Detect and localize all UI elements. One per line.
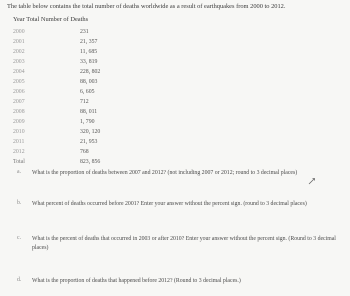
table-row	[13, 69, 133, 79]
table-total-row	[13, 159, 133, 169]
year-cell: 2003	[13, 59, 25, 65]
year-cell: 2007	[13, 99, 25, 105]
deaths-cell: 712	[80, 99, 89, 105]
table-row	[13, 119, 133, 129]
table-row	[13, 39, 133, 49]
table-row	[13, 99, 133, 109]
table-row	[13, 29, 133, 39]
deaths-cell: 88, 003	[80, 79, 98, 85]
year-cell: 2004	[13, 69, 25, 75]
question-c	[17, 235, 347, 255]
deaths-cell: 33, 819	[80, 59, 98, 65]
deaths-cell: 6, 605	[80, 89, 95, 95]
question-d	[17, 277, 347, 287]
table-row	[13, 49, 133, 59]
total-value: 823, 856	[80, 159, 101, 165]
question-letter: b.	[17, 200, 22, 206]
question-b	[17, 200, 347, 210]
table-row	[13, 139, 133, 149]
table-row	[13, 149, 133, 159]
year-cell: 2000	[13, 29, 25, 35]
deaths-cell: 21, 953	[80, 139, 98, 145]
deaths-cell: 231	[80, 29, 89, 35]
year-cell: 2005	[13, 79, 25, 85]
year-cell: 2010	[13, 129, 25, 135]
year-cell: 2002	[13, 49, 25, 55]
deaths-cell: 1, 790	[80, 119, 95, 125]
table-row	[13, 59, 133, 69]
year-cell: 2001	[13, 39, 25, 45]
total-label: Total	[13, 159, 25, 165]
question-text: What is the proportion of deaths between 2007 and 2012? (not including 2007 or 2012; round to 3 decimal places)	[32, 170, 298, 176]
deaths-cell: 228, 802	[80, 69, 101, 75]
mouse-cursor-icon	[308, 177, 316, 185]
year-cell: 2008	[13, 109, 25, 115]
question-letter: a.	[17, 169, 22, 175]
year-cell: 2011	[13, 139, 25, 145]
deaths-cell: 11, 685	[80, 49, 98, 55]
table-header: Year Total Number of Deaths	[13, 16, 89, 23]
year-cell: 2009	[13, 119, 25, 125]
table-row	[13, 129, 133, 139]
intro-text: The table below contains the total number of deaths worldwide as a result of earthquakes from 2000 to 2012.	[7, 3, 286, 10]
question-text: What percent of deaths occurred before 2001? Enter your answer without the percent sign. (round to 3 decimal places)	[32, 201, 307, 207]
table-row	[13, 79, 133, 89]
question-text: What is the percent of deaths that occurred in 2003 or after 2010? Enter your answer without the percent sign. (Round to 3 decimal places)	[32, 236, 336, 251]
question-letter: c.	[17, 235, 22, 241]
question-text: What is the proportion of deaths that happened before 2012? (Round to 3 decimal places.)	[32, 278, 241, 284]
table-row	[13, 89, 133, 99]
question-letter: d.	[17, 277, 22, 283]
year-cell: 2012	[13, 149, 25, 155]
deaths-cell: 768	[80, 149, 89, 155]
deaths-cell: 320, 120	[80, 129, 101, 135]
deaths-cell: 88, 011	[80, 109, 98, 115]
table-row	[13, 109, 133, 119]
year-cell: 2006	[13, 89, 25, 95]
question-a	[17, 169, 347, 179]
deaths-cell: 21, 357	[80, 39, 98, 45]
